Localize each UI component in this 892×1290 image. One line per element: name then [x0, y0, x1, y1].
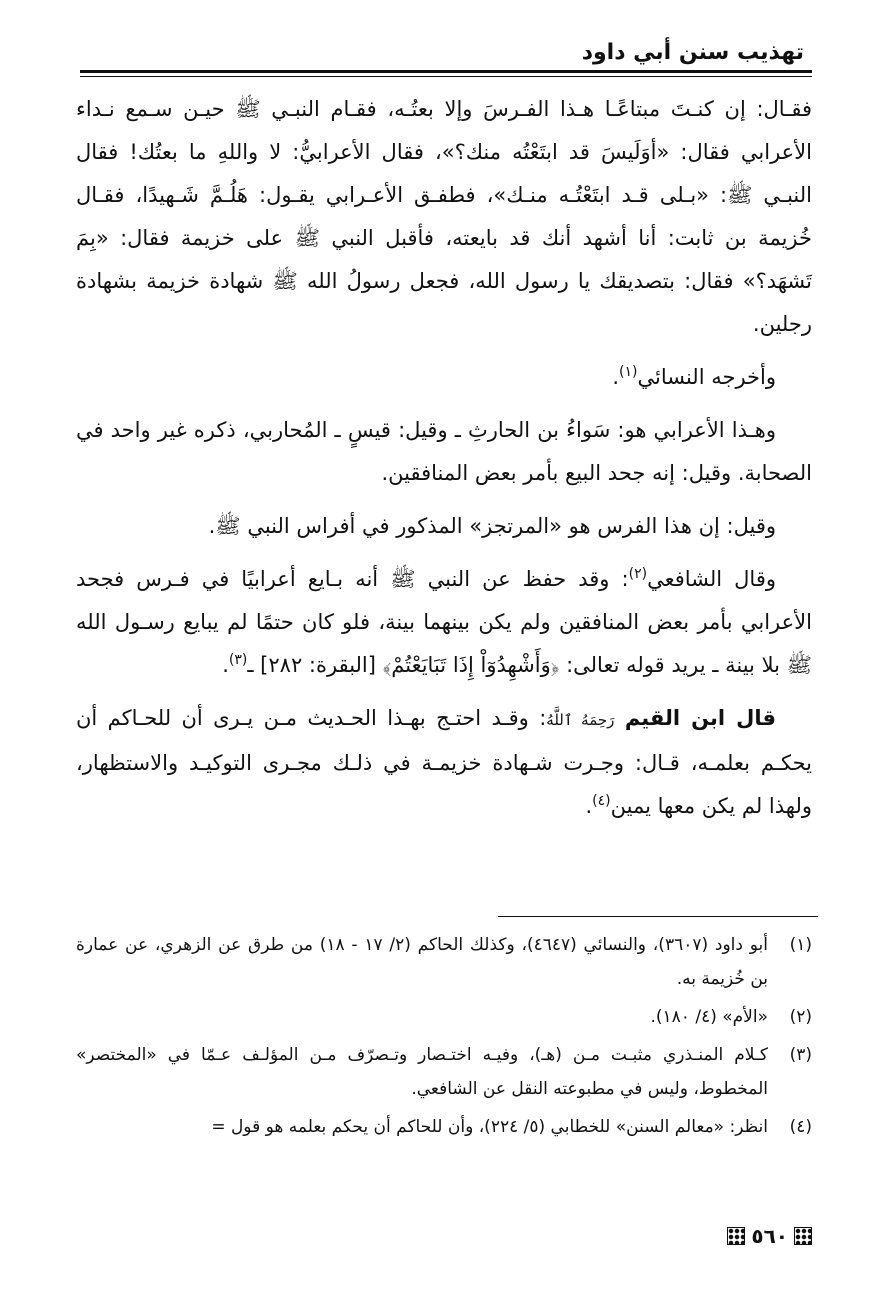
p5-start: وقال الشافعي [647, 567, 776, 591]
p6-line-3: والاستظهار، ولهذا لم يكن معها يمين [76, 751, 812, 818]
p1-line-1: فقـال: إن كنـتَ مبتاعًـا هـذا الفـرسَ وإلا بعتُـه، فقـام النبـي ﷺ حيـن سـمع نـداء [76, 97, 812, 121]
p5-line-1-rest: : وقد حفظ عن النبي ﷺ أنه بـايع أعرابيًا في فـرس فجحد [76, 567, 629, 591]
p1-line-2: الأعرابي فقال: «أوَلَيسَ قد ابتَعْتُه منك؟»، فقال الأعرابيُّ: لا واللهِ ما بعتُك! فقال [76, 140, 812, 164]
footnote-number: (٣) [789, 1045, 812, 1065]
p5-line-3: الله ﷺ بلا بينة ـ يريد قوله تعالى: ﴿وَأَشْهِدُوٓاْ إِذَا تَبَايَعْتُمْ﴾ [البقرة: ٢٨٢] ـ [76, 610, 812, 677]
footnote-text: كـلام المنـذري مثبـت مـن (هـ)، وفيـه اختـصار وتـصرّف مـن المؤلـف عـمّا في «المختصر» المخطوط، وليس في مطبوعته النقل عن الشافعي. [76, 1045, 768, 1099]
p3-line-1: وهـذا الأعرابي هو: سَواءُ بن الحارثِ ـ وقيل: قيسٍ ـ المُحاربي، ذكره غير [157, 418, 776, 442]
footnote-number: (٢) [789, 1007, 812, 1027]
p1-line-5: تَشهَد؟» فقال: بتصديقك يا رسول الله، فجعل رسولُ الله ﷺ شهادة خزيمة بشهادة [76, 269, 812, 293]
footnotes [76, 928, 812, 1148]
footnote-ref-1[interactable]: (١) [619, 364, 638, 380]
footnote-1 [76, 928, 812, 996]
footnote-separator [498, 916, 818, 917]
footnote-4 [76, 1110, 812, 1144]
footnote-ref-3[interactable]: (٣) [228, 652, 248, 668]
p6-line-1-rest: : وقـد احتـج بهـذا الحـديث مـن يـرى أن للحـاكم أن [76, 706, 547, 730]
paragraph-2 [76, 356, 812, 399]
paragraph-4 [76, 505, 812, 548]
p5-end: . [222, 653, 229, 677]
footnote-text: أبو داود (٣٦٠٧)، والنسائي (٤٦٤٧)، وكذلك الحاكم (٢/ ١٧ - ١٨) من طرق عن الزهري، عن عمارة بن خُزيمة به. [76, 935, 768, 989]
paragraph-5 [76, 558, 812, 687]
p2-end: . [612, 365, 620, 389]
ornamental-square-icon [727, 1227, 745, 1245]
p2-text: وأخرجه النسائي [637, 365, 776, 389]
footnote-ref-4[interactable]: (٤) [592, 793, 611, 809]
p6-honorific: رَحِمَهُ ٱللَّهُ [546, 711, 615, 729]
page-number-block [727, 1224, 812, 1248]
header-rule-thin [80, 76, 812, 77]
p4-line-1: وقيل: إن هذا الفرس هو «المرتجز» المذكور في أفراس النبي ﷺ. [208, 514, 776, 538]
paragraph-1 [76, 88, 812, 346]
running-header-title: تهذيب سنن أبي داود [581, 40, 804, 65]
p1-line-6: رجلين. [752, 312, 812, 336]
p6-lead: قال ابن القيم [624, 706, 776, 730]
page-number: ٥٦٠ [751, 1224, 788, 1248]
footnote-text: انظر: «معالم السنن» للخطابي (٥/ ٢٢٤)، وأن للحاكم أن يحكم بعلمه هو قول = [211, 1117, 768, 1137]
footnote-number: (١) [789, 935, 812, 955]
footnote-number: (٤) [789, 1117, 812, 1137]
p1-line-4: خُزيمة بن ثابت: أنا أشهد أنك قد بايعته، فأقبل النبي ﷺ على خزيمة فقال: «بِمَ [76, 226, 812, 250]
footnote-text: «الأم» (٤/ ١٨٠). [650, 1007, 768, 1027]
p6-end: . [585, 794, 593, 818]
paragraph-3 [76, 409, 812, 495]
p3-line-2: واحد في الصحابة. وقيل: إنه جحد البيع بأمر بعض المنافقين. [76, 418, 812, 485]
p5-line-2: الأعرابي بأمر بعض المنافقين ولم يكن بينهما بينة، فلو كان حتمًا لم يبايع رسـول [114, 610, 812, 634]
header-rule-thick [80, 70, 812, 73]
footnote-2 [76, 1000, 812, 1034]
p1-line-3: النبـي ﷺ: «بـلى قـد ابتَعْتُـه منـك»، فطفـق الأعـرابي يقـول: هَلُـمَّ شَـهيدًا، فقـال [76, 183, 812, 207]
main-text [76, 88, 812, 838]
ornamental-square-icon [794, 1227, 812, 1245]
footnote-ref-2[interactable]: (٢) [628, 566, 648, 582]
paragraph-6 [76, 697, 812, 828]
p6-line-2: يحكـم بعلمـه، قـال: وجـرت شـهادة خزيمـة في ذلـك مجـرى التوكيـد [188, 751, 812, 775]
footnote-3 [76, 1038, 812, 1106]
